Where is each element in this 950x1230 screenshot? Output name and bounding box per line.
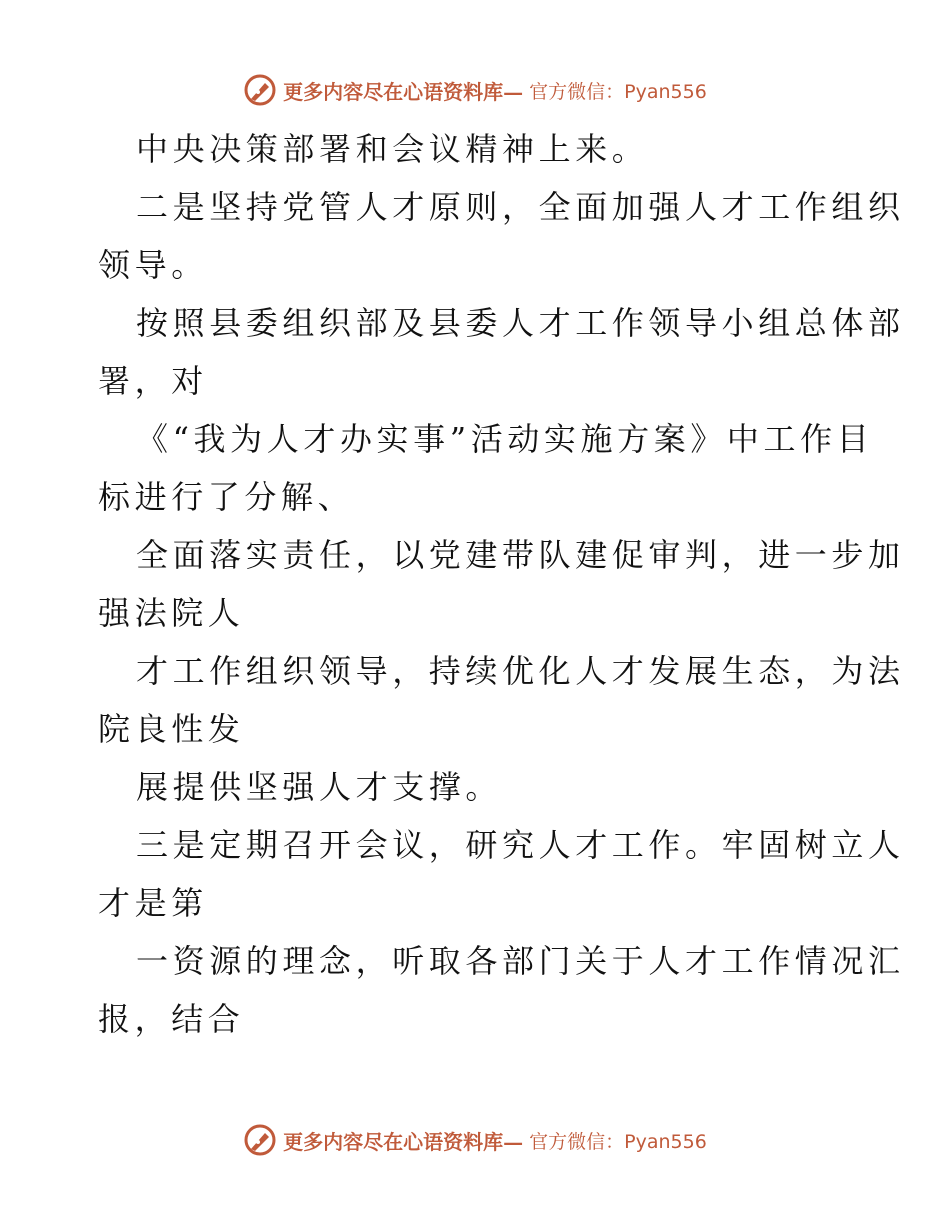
text-line: 院良性发 [98, 710, 245, 748]
footer-banner [0, 1120, 950, 1160]
text-line: 标进行了分解、 [98, 478, 355, 516]
text-line: 才工作组织领导，持续优化人才发展生态，为法 [136, 652, 905, 690]
text-line: 二是坚持党管人才原则，全面加强人才工作组织 [136, 188, 905, 226]
text-line: 强法院人 [98, 594, 245, 632]
text-line: 三是定期召开会议，研究人才工作。牢固树立人 [136, 826, 905, 864]
document-body [98, 120, 905, 1048]
pen-nib-seal-icon [243, 1123, 277, 1157]
header-banner [0, 70, 950, 110]
banner-text: 更多内容尽在心语资料库— [283, 1129, 524, 1154]
banner-text: 更多内容尽在心语资料库— [283, 79, 524, 104]
text-line: 《“我为人才办实事”活动实施方案》中工作目 [136, 420, 874, 458]
text-line: 按照县委组织部及县委人才工作领导小组总体部 [136, 304, 905, 342]
text-line: 才是第 [98, 884, 208, 922]
pen-nib-seal-icon [243, 73, 277, 107]
banner-contact: 官方微信：Pyan556 [529, 80, 707, 103]
text-line: 展提供坚强人才支撑。 [136, 768, 503, 806]
text-line: 报，结合 [98, 1000, 245, 1038]
text-line: 领导。 [98, 246, 208, 284]
banner-contact: 官方微信：Pyan556 [529, 1130, 707, 1153]
text-line: 全面落实责任，以党建带队建促审判，进一步加 [136, 536, 905, 574]
text-line: 署，对 [98, 362, 208, 400]
text-line: 中央决策部署和会议精神上来。 [136, 130, 649, 168]
text-line: 一资源的理念，听取各部门关于人才工作情况汇 [136, 942, 905, 980]
